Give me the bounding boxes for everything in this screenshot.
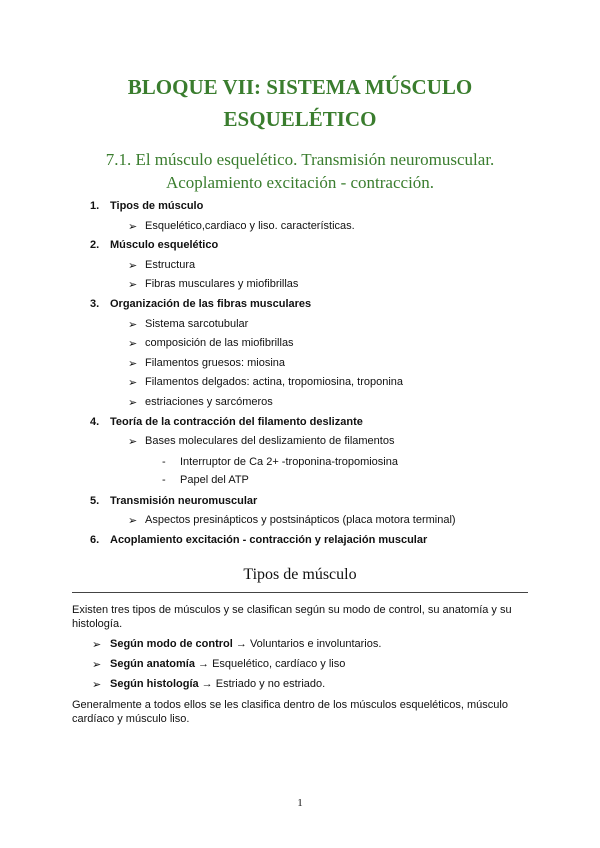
toc-item: Esquelético,cardiaco y liso. características.: [145, 220, 355, 232]
dash-bullet-icon: -: [162, 474, 166, 486]
toc-section-label: Tipos de músculo: [110, 200, 204, 212]
toc-number: 2.: [90, 239, 100, 251]
toc-section-label: Organización de las fibras musculares: [110, 298, 312, 310]
toc-number: 3.: [90, 298, 100, 310]
toc-number: 1.: [90, 200, 100, 212]
intro-paragraph-line-1: Existen tres tipos de músculos y se clasifican según su modo de control, su anatomía y su: [72, 604, 512, 616]
toc-number: 6.: [90, 534, 100, 546]
classification-item: [110, 678, 325, 690]
arrow-bullet-icon: ➢: [128, 260, 138, 272]
toc-subitem: Interruptor de Ca 2+ -troponina-tropomiosina: [180, 456, 398, 468]
toc-item: Filamentos delgados: actina, tropomiosina, troponina: [145, 376, 404, 388]
toc-item: composición de las miofibrillas: [145, 337, 294, 349]
doc-title-line-2: ESQUELÉTICO: [223, 107, 377, 131]
toc-item: estriaciones y sarcómeros: [145, 396, 273, 408]
doc-subtitle-line-1: 7.1. El músculo esquelético. Transmisión neuromuscular.: [105, 150, 495, 169]
arrow-bullet-icon: ➢: [128, 279, 138, 291]
heading-divider: [72, 592, 528, 593]
toc-item: Aspectos presinápticos y postsinápticos (placa motora terminal): [145, 514, 456, 526]
toc-item: Sistema sarcotubular: [145, 318, 249, 330]
intro-paragraph-line-2: histología.: [72, 618, 123, 630]
toc-section-label: Teoría de la contracción del filamento deslizante: [110, 416, 363, 428]
toc-item: Filamentos gruesos: miosina: [145, 357, 286, 369]
toc-item: Bases moleculares del deslizamiento de filamentos: [145, 435, 395, 447]
classification-item: [110, 638, 381, 650]
arrow-bullet-icon: ➢: [128, 436, 138, 448]
classification-text: → Estriado y no estriado.: [198, 678, 326, 690]
doc-title-line-1: BLOQUE VII: SISTEMA MÚSCULO: [127, 75, 473, 99]
arrow-bullet-icon: ➢: [128, 397, 138, 409]
classification-text: → Esquelético, cardíaco y liso: [194, 658, 346, 670]
toc-item: Fibras musculares y miofibrillas: [145, 278, 299, 290]
classification-text: → Voluntarios e involuntarios.: [232, 638, 382, 650]
arrow-bullet-icon: ➢: [128, 358, 138, 370]
arrow-bullet-icon: ➢: [92, 659, 102, 671]
section-heading: Tipos de músculo: [243, 566, 357, 583]
arrow-bullet-icon: ➢: [92, 639, 102, 651]
classification-label: Según histología: [110, 678, 199, 690]
classification-label: Según anatomía: [110, 658, 195, 670]
toc-number: 4.: [90, 416, 100, 428]
page-number: 1: [297, 797, 303, 809]
arrow-bullet-icon: ➢: [128, 319, 138, 331]
doc-subtitle-line-2: Acoplamiento excitación - contracción.: [165, 173, 435, 192]
toc-section-label: Músculo esquelético: [110, 239, 219, 251]
outro-paragraph-line-2: cardíaco y músculo liso.: [72, 713, 190, 725]
arrow-bullet-icon: ➢: [128, 377, 138, 389]
toc-section-label: Acoplamiento excitación - contracción y relajación muscular: [110, 534, 428, 546]
dash-bullet-icon: -: [162, 456, 166, 468]
classification-label: Según modo de control: [110, 638, 233, 650]
arrow-bullet-icon: ➢: [92, 679, 102, 691]
arrow-bullet-icon: ➢: [128, 515, 138, 527]
toc-subitem: Papel del ATP: [180, 474, 249, 486]
arrow-bullet-icon: ➢: [128, 221, 138, 233]
toc-item: Estructura: [145, 259, 196, 271]
arrow-bullet-icon: ➢: [128, 338, 138, 350]
toc-section-label: Transmisión neuromuscular: [110, 495, 258, 507]
toc-number: 5.: [90, 495, 100, 507]
classification-item: [110, 658, 345, 670]
outro-paragraph-line-1: Generalmente a todos ellos se les clasifica dentro de los músculos esqueléticos, músculo: [72, 699, 508, 711]
